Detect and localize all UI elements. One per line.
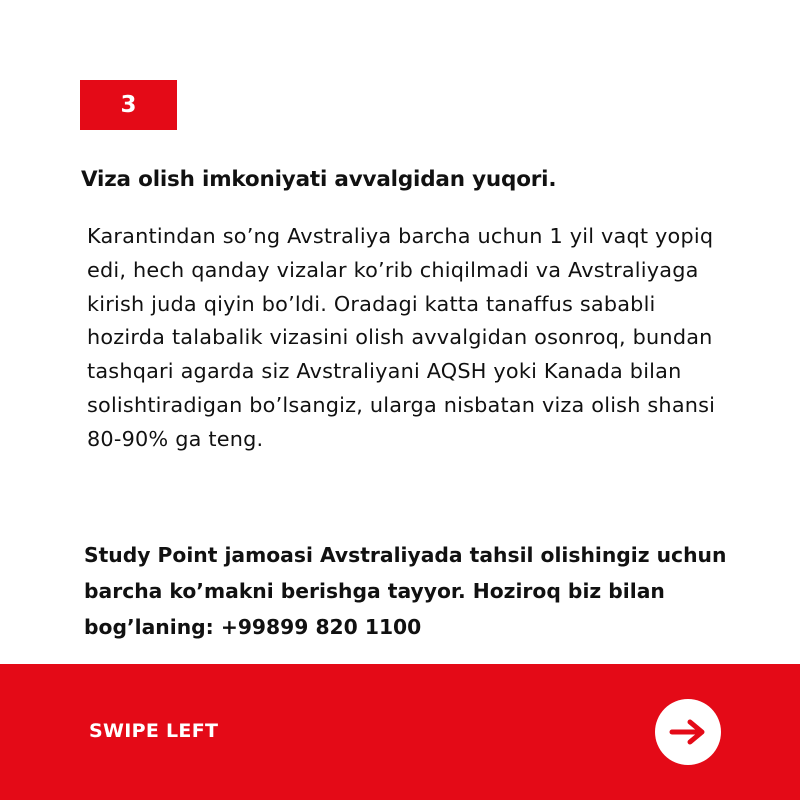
swipe-left-label: SWIPE LEFT [89,720,219,742]
body-paragraph: Karantindan so’ng Avstraliya barcha uchun 1 yil vaqt yopiq edi, hech qanday vizalar ko’rib chiqilmadi va Avstraliyaga kirish juda qiyin bo’ldi. Oradagi katta tanaffus sababli hozirda talabalik vizasini olish avvalgidan osonroq, bundan tashqari agarda siz Avstraliyani AQSH yoki Kanada bilan solishtiradigan bo’lsangiz, ularga nisbatan viza olish shansi 80-90% ga teng. [87,224,716,451]
swipe-next-button[interactable] [655,699,721,765]
slide-heading: Viza olish imkoniyati avvalgidan yuqori. [81,167,557,192]
slide-number-badge [80,80,177,130]
slide-number: 3 [120,92,137,118]
arrow-right-icon [668,718,708,746]
call-to-action: Study Point jamoasi Avstraliyada tahsil olishingiz uchun barcha ko’makni berishga tayyor. Hoziroq biz bilan bog’laning: +99899 820 1100 [84,543,727,639]
footer-bar [0,664,800,800]
